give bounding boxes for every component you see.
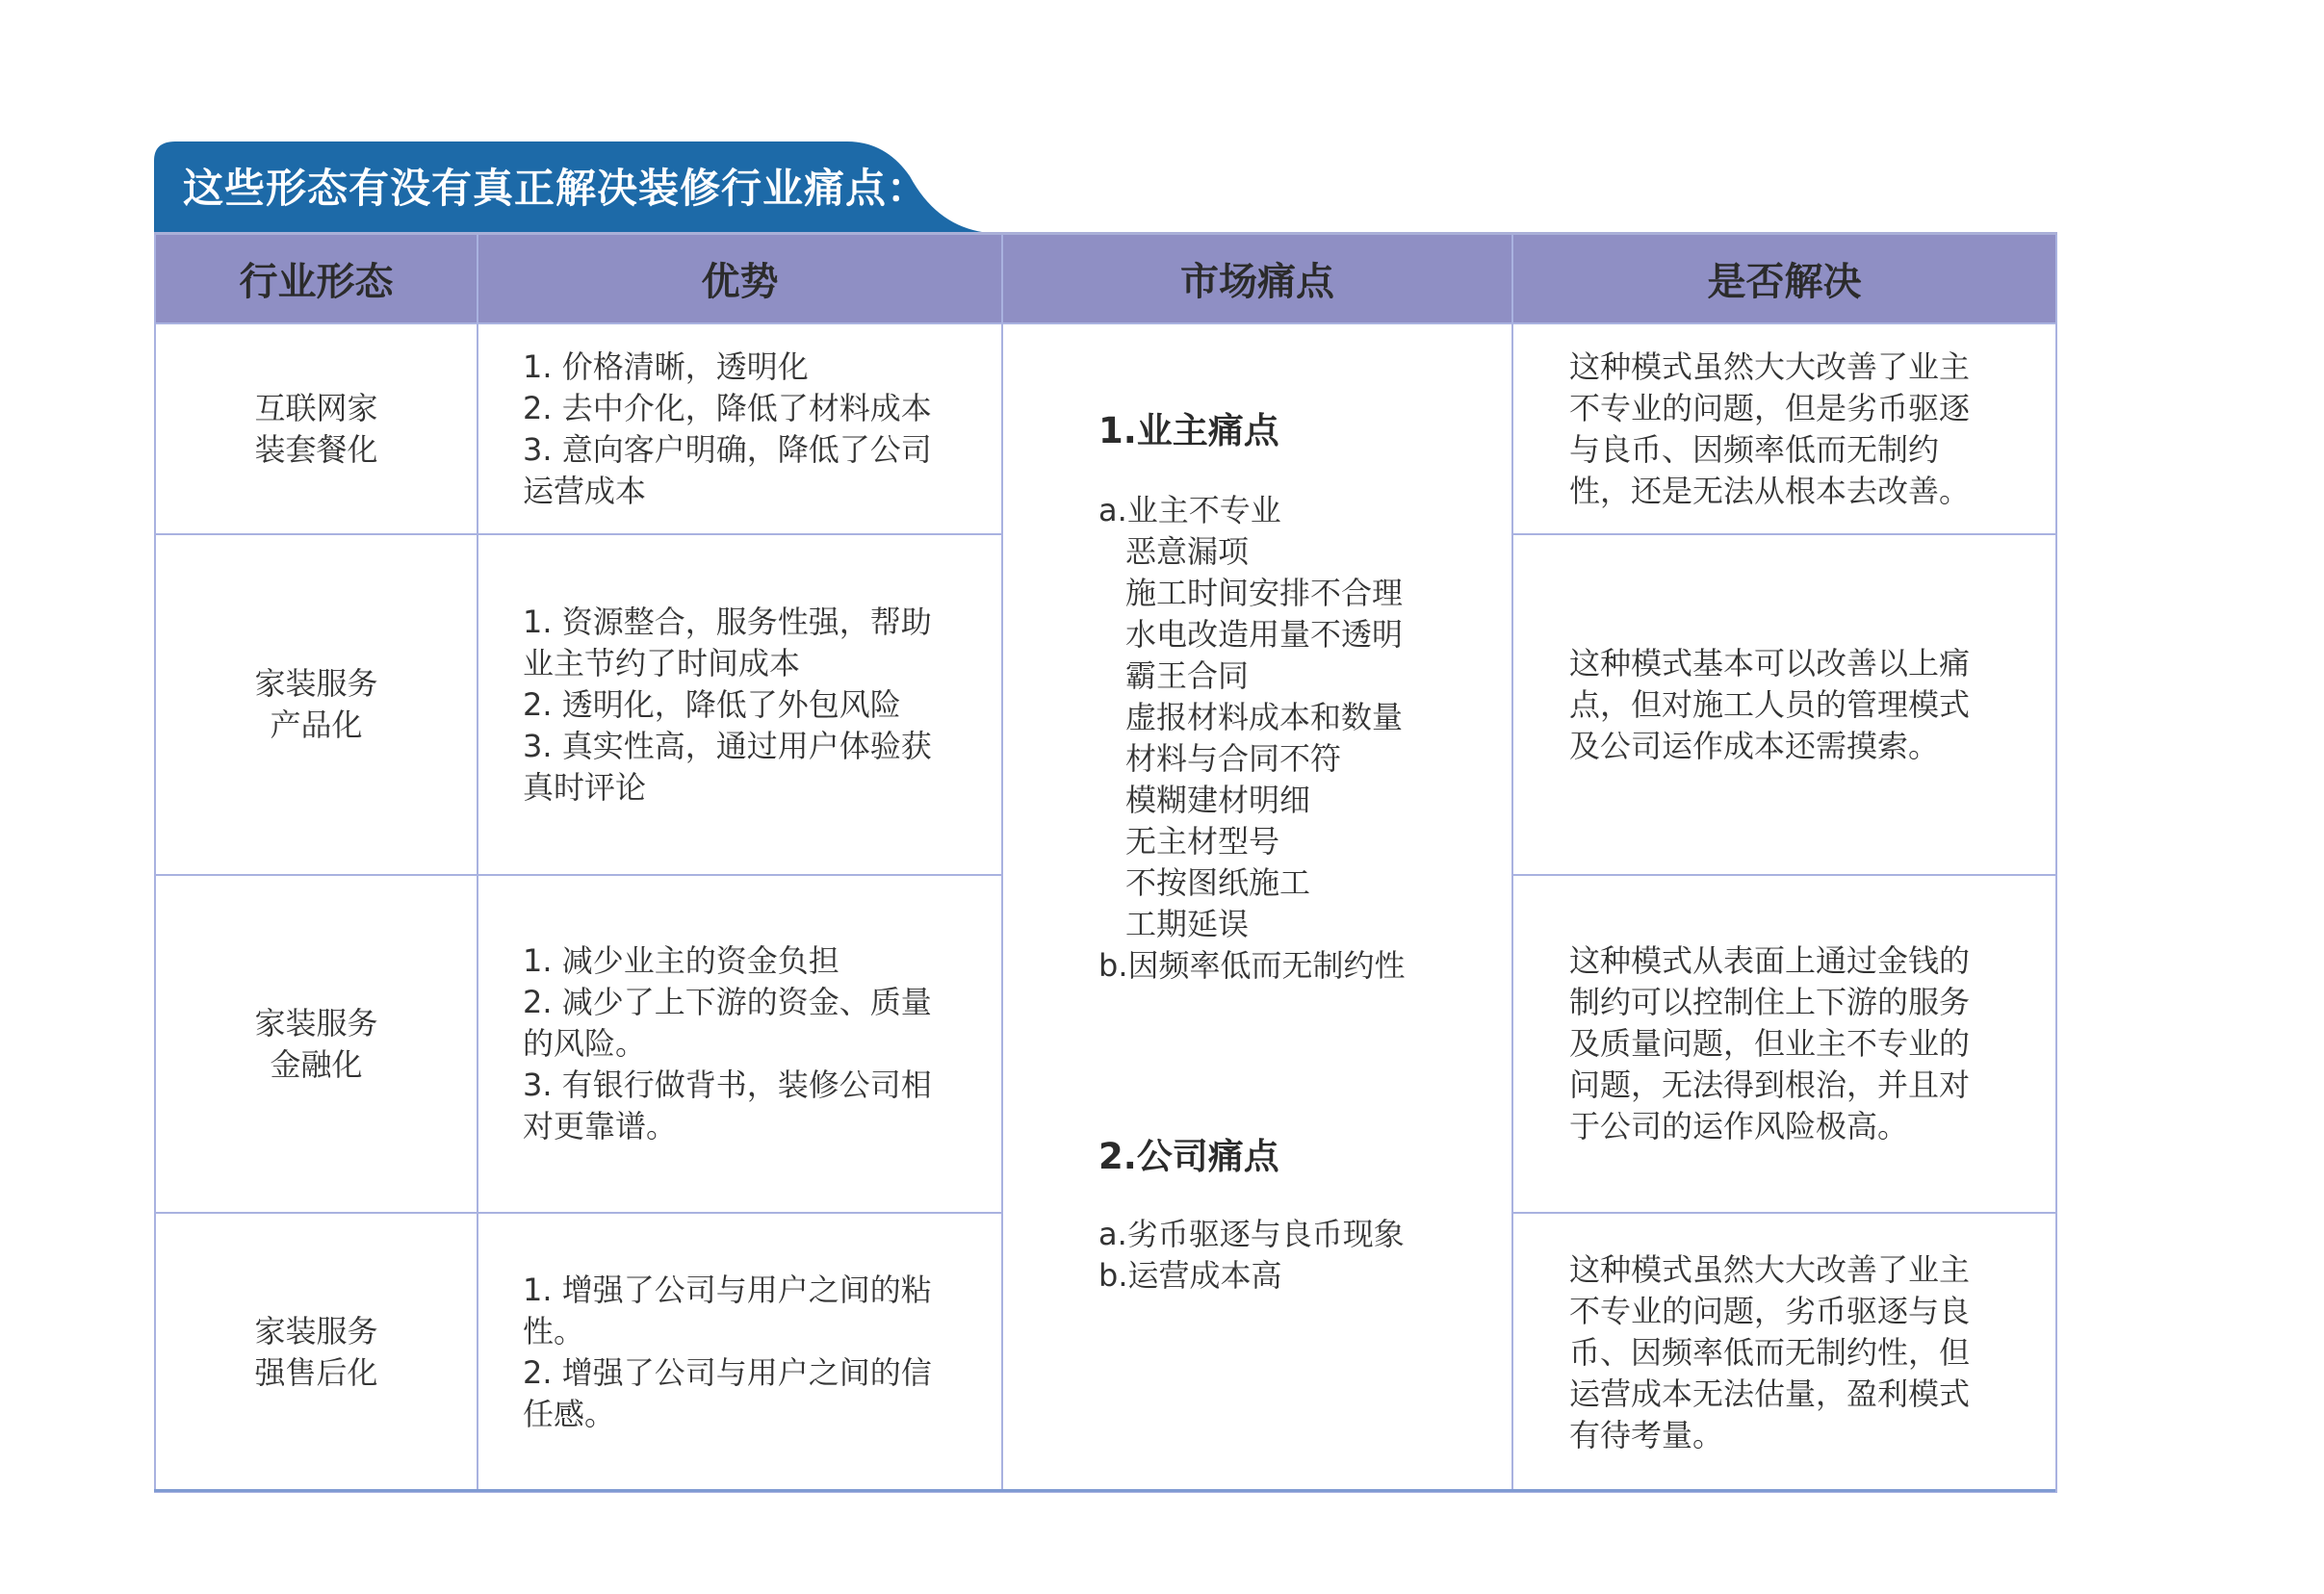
advantage-line: 业主节约了时间成本 — [523, 644, 801, 681]
owner-pain-item: b.因频率低而无制约性 — [1098, 947, 1406, 984]
title-banner — [154, 138, 982, 234]
page-title: 这些形态有没有真正解决装修行业痛点： — [183, 165, 929, 212]
solved-line: 运营成本无法估量，盈利模式 — [1569, 1375, 1971, 1412]
solved-line: 有待考量。 — [1569, 1416, 1724, 1453]
table-bottom-rule — [154, 1489, 2055, 1492]
advantage-line: 运营成本 — [523, 472, 647, 509]
solved-cell — [1512, 1213, 2056, 1492]
solved-line: 币、因频率低而无制约性，但 — [1569, 1333, 1971, 1371]
solved-line: 不专业的问题，但是劣币驱逐 — [1569, 389, 1971, 426]
advantage-line: 3. 有银行做背书，装修公司相 — [523, 1067, 932, 1103]
advantage-line: 2. 去中介化，降低了材料成本 — [523, 389, 932, 426]
solved-line: 制约可以控制住上下游的服务 — [1569, 984, 1971, 1020]
solved-line: 这种模式虽然大大改善了业主 — [1569, 1250, 1971, 1288]
owner-pain-subitem: 不按图纸施工 — [1125, 864, 1311, 901]
form-cell — [155, 534, 478, 875]
header-industry-form: 行业形态 — [155, 234, 478, 324]
owner-pain-subitem: 虚报材料成本和数量 — [1125, 699, 1404, 735]
advantage-line: 2. 增强了公司与用户之间的信 — [523, 1354, 932, 1391]
market-pain-content — [1098, 407, 1492, 1297]
header-solved: 是否解决 — [1512, 234, 2056, 324]
owner-pain-subitem: 霸王合同 — [1125, 657, 1250, 694]
owner-pain-subitem: 无主材型号 — [1125, 823, 1280, 860]
advantage-line: 1. 增强了公司与用户之间的粘 — [523, 1272, 932, 1308]
header-market-pain: 市场痛点 — [1002, 234, 1512, 324]
form-line: 家装服务 — [254, 665, 378, 702]
owner-pain-heading: 1.业主痛点 — [1098, 410, 1279, 451]
form-line: 装套餐化 — [254, 430, 378, 468]
company-pain-item: b.运营成本高 — [1098, 1257, 1282, 1294]
advantage-cell — [478, 323, 1002, 534]
advantage-cell — [478, 875, 1002, 1213]
owner-pain-subitem: 模糊建材明细 — [1125, 782, 1311, 818]
table-row — [155, 323, 2056, 534]
solved-cell — [1512, 534, 2056, 875]
form-cell — [155, 323, 478, 534]
industry-form-table — [154, 232, 2057, 1493]
advantage-line: 2. 减少了上下游的资金、质量 — [523, 984, 932, 1020]
solved-line: 及质量问题，但业主不专业的 — [1569, 1025, 1971, 1062]
owner-pain-subitem: 工期延误 — [1125, 906, 1250, 942]
owner-pain-subitem: 材料与合同不符 — [1125, 740, 1342, 777]
advantage-line: 真时评论 — [523, 768, 647, 806]
form-cell — [155, 1213, 478, 1492]
solved-line: 于公司的运作风险极高。 — [1569, 1108, 1909, 1144]
advantage-line: 1. 价格清晰，透明化 — [523, 347, 809, 385]
advantage-line: 1. 减少业主的资金负担 — [523, 942, 839, 979]
owner-pain-subitem: 水电改造用量不透明 — [1125, 616, 1404, 653]
advantage-line: 性。 — [523, 1313, 585, 1350]
advantage-line: 对更靠谱。 — [523, 1108, 678, 1144]
solved-line: 点，但对施工人员的管理模式 — [1569, 685, 1971, 723]
solved-line: 问题，无法得到根治，并且对 — [1569, 1067, 1971, 1103]
owner-pain-subitem: 恶意漏项 — [1125, 533, 1250, 570]
company-pain-item: a.劣币驱逐与良币现象 — [1098, 1216, 1405, 1252]
advantage-line: 3. 意向客户明确，降低了公司 — [523, 430, 932, 468]
solved-cell — [1512, 323, 2056, 534]
advantage-cell — [478, 1213, 1002, 1492]
solved-line: 及公司运作成本还需摸索。 — [1569, 727, 1940, 764]
market-pain-cell — [1002, 323, 1512, 1492]
form-line: 产品化 — [270, 707, 363, 743]
solved-line: 这种模式基本可以改善以上痛 — [1569, 644, 1971, 681]
header-advantage: 优势 — [478, 234, 1002, 324]
solved-line: 这种模式虽然大大改善了业主 — [1569, 347, 1971, 385]
form-line: 金融化 — [270, 1045, 363, 1083]
advantage-line: 的风险。 — [523, 1025, 647, 1062]
advantage-cell — [478, 534, 1002, 875]
form-line: 强售后化 — [254, 1354, 378, 1391]
advantage-line: 3. 真实性高，通过用户体验获 — [523, 727, 932, 764]
solved-cell — [1512, 875, 2056, 1213]
form-line: 家装服务 — [254, 1313, 378, 1350]
company-pain-heading: 2.公司痛点 — [1098, 1136, 1279, 1177]
advantage-line: 1. 资源整合，服务性强，帮助 — [523, 603, 932, 640]
solved-line: 性，还是无法从根本去改善。 — [1569, 472, 1971, 509]
advantage-line: 任感。 — [523, 1396, 616, 1432]
table-header-row — [155, 234, 2056, 324]
form-cell — [155, 875, 478, 1213]
advantage-line: 2. 透明化，降低了外包风险 — [523, 685, 901, 723]
solved-line: 这种模式从表面上通过金钱的 — [1569, 942, 1971, 979]
form-line: 家装服务 — [254, 1004, 378, 1041]
solved-line: 不专业的问题，劣币驱逐与良 — [1569, 1292, 1971, 1329]
form-line: 互联网家 — [254, 389, 378, 426]
owner-pain-subitem: 施工时间安排不合理 — [1125, 575, 1404, 611]
solved-line: 与良币、因频率低而无制约 — [1569, 430, 1940, 468]
owner-pain-item: a.业主不专业 — [1098, 492, 1281, 528]
